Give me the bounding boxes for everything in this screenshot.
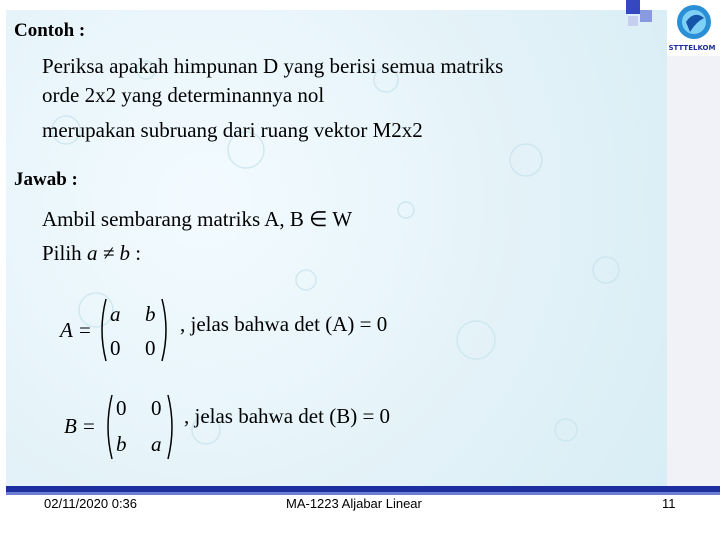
matrix-b-name: B (64, 414, 77, 438)
matrix-a-cell-12: b (145, 302, 156, 326)
matrix-a-cell-11: a (110, 302, 121, 326)
matrix-a-equals: = (79, 318, 91, 342)
matrix-b-cell-22: a (151, 432, 162, 456)
matrix-b-brackets (102, 392, 178, 462)
footer-divider-light (6, 492, 720, 495)
problem-line-2: orde 2x2 yang determinannya nol (42, 83, 325, 107)
example-heading: Contoh : (14, 20, 86, 41)
footer-date: 02/11/2020 0:36 (44, 496, 138, 511)
answer-line-2-math: a ≠ b (86, 241, 130, 265)
matrix-a-brackets (96, 296, 172, 364)
right-margin-panel (667, 56, 720, 486)
matrix-a-cell-21: 0 (110, 336, 121, 360)
matrix-b-cell-21: b (116, 432, 127, 456)
matrix-a-remark: , jelas bahwa det (A) = 0 (180, 312, 388, 336)
matrix-b-cell-12: 0 (151, 396, 162, 420)
answer-line-1: Ambil sembarang matriks A, B ∈ W (42, 207, 353, 231)
footer-page-number: 11 (662, 496, 676, 511)
problem-line-1: Periksa apakah himpunan D yang berisi semua matriks (42, 54, 504, 78)
corner-square-3 (628, 16, 638, 26)
answer-line-2 (42, 241, 141, 266)
footer-course: MA-1223 Aljabar Linear (286, 496, 422, 511)
answer-line-2-suffix: : (129, 241, 142, 265)
corner-square-2 (640, 10, 652, 22)
matrix-a-cell-22: 0 (145, 336, 156, 360)
matrix-b-remark: , jelas bahwa det (B) = 0 (184, 404, 391, 428)
corner-square-1 (626, 0, 640, 14)
matrix-b-cell-11: 0 (116, 396, 127, 420)
logo-text: STTTELKOM (668, 44, 716, 52)
sttelkom-logo (664, 0, 720, 56)
answer-line-2-prefix: Pilih (42, 241, 87, 265)
matrix-a-name: A (60, 318, 73, 342)
problem-line-3: merupakan subruang dari ruang vektor M2x2 (42, 118, 423, 142)
answer-heading: Jawab : (14, 169, 78, 190)
matrix-b-equals: = (83, 414, 95, 438)
